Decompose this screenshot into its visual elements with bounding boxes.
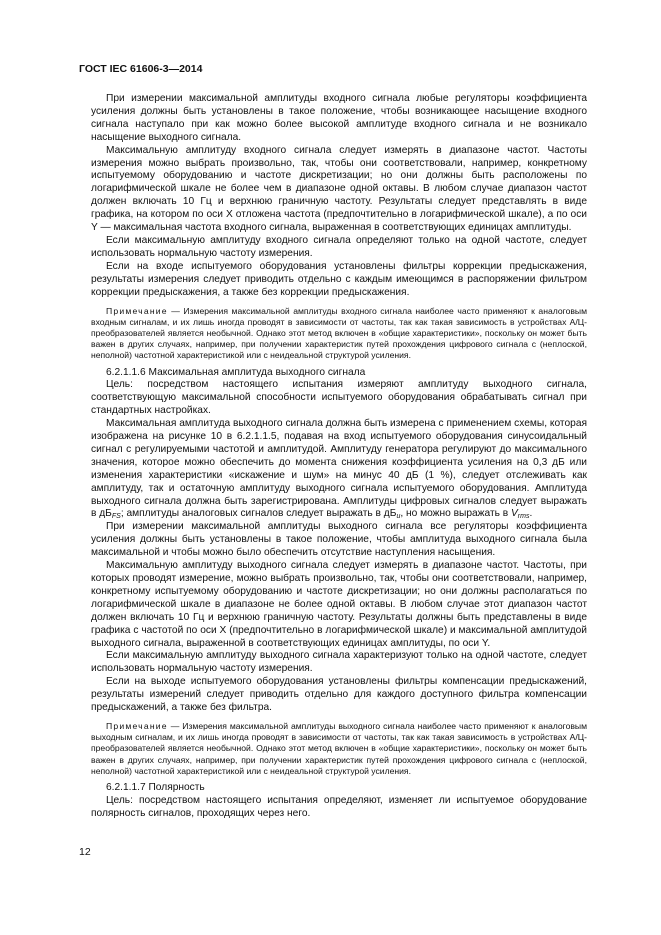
paragraph: При измерении максимальной амплитуды выходного сигнала все регуляторы коэффициента усиления должны быть установлены в такое положение, чтобы амплитуда выходного сигнала была максимальной и чтобы можно было обеспечить отсутствие наступления насыщения. <box>91 521 587 559</box>
note-label: Примечание <box>106 720 168 731</box>
units-text-mid: ; амплитуды аналоговых сигналов следует выражать в дБ <box>120 508 397 520</box>
paragraph: Если максимальную амплитуду входного сигнала определяют только на одной частоте, следует использовать нормальную частоту измерения. <box>91 234 587 259</box>
section-heading: 6.2.1.1.7 Полярность <box>106 782 205 793</box>
paragraph: Если на выходе испытуемого оборудования установлены фильтры компенсации предыскажений, результаты измерений следует приводить отдельно для каждого доступного фильтра компенсации предыскажений, а также без фильтра. <box>91 676 587 714</box>
subscript-fs: FS <box>111 513 121 521</box>
paragraph: Цель: посредством настоящего испытания измеряют амплитуду выходного сигнала, соответствующую максимальной способности испытуемого оборудования обрабатывать сигнал при стандартных настройках. <box>91 379 587 417</box>
note-label: Примечание <box>106 305 168 316</box>
paragraph: Максимальную амплитуду выходного сигнала следует измерять в диапазоне частот. Частоты, при которых проводят измерение, можно выбрать произвольно, так, чтобы они соответствовали, например, конкретному испытуемому оборудованию и частоте дискретизации; но они должны располагаться по логарифмической шкале в диапазоне не более одной октавы. В любом случае этот диапазон частот должен включать 10 Гц и верхнюю граничную частоту. Результаты должны быть представлены в виде графика с частотой по оси X (предпочтительно в логарифмической шкале) и максимальной амплитудой выходного сигнала, выраженной в соответствующих единицах амплитуды, по оси Y. <box>91 560 587 649</box>
note-text: — Измерения максимальной амплитуды входного сигнала наиболее часто применяют к аналоговым входным сигналам, и их лишь иногда проводят в зависимости от частоты, так как такая зависимость в устройствах А/Ц-преобразователей является необычной. Однако этот метод включен в «общие характеристики», поскольку он может быть важен в других случаях, например, при получении характеристик путей прохождения цифрового сигнала с (неплоской, неполной) частотной характеристикой или с неидеальной структурой усиления. <box>91 305 587 361</box>
units-text-mid2: , но можно выражать в <box>400 508 511 520</box>
note-text: — Измерения максимальной амплитуды выходного сигнала наиболее часто применяют к аналоговым выходным сигналам, и их лишь иногда проводят в зависимости от частоты, так как такая зависимость в устройствах А/Ц-преобразователей является необычной. Однако этот метод включен в «общие характеристики», поскольку он может быть важен в других случаях, например, при получении характеристик путей прохождения цифрового сигнала с (неплоской, неполной) частотной характеристикой или с неидеальной структурой усиления. <box>91 720 587 776</box>
paragraph: Если на входе испытуемого оборудования установлены фильтры коррекции предыскажения, результаты измерения следует приводить отдельно с каждым имеющимся в распоряжении фильтром коррекции предыскажения, а также без коррекции предыскажения. <box>91 260 587 298</box>
vrms-v: V <box>511 508 518 520</box>
paragraph: Цель: посредством настоящего испытания определяют, изменяет ли испытуемое оборудование полярность сигналов, проходящих через него. <box>91 794 587 819</box>
paragraph: При измерении максимальной амплитуды входного сигнала любые регуляторы коэффициента усиления должны быть установлены в такое положение, чтобы возникающее насыщение входного сигнала наступало при как можно более высокой амплитуде входного сигнала и не возникало насыщение выходного сигнала. <box>91 93 587 143</box>
paragraph: Если максимальную амплитуду выходного сигнала характеризуют только на одной частоте, следует использовать нормальную частоту измерения. <box>91 650 587 675</box>
units-text-end: . <box>529 508 533 520</box>
subscript-u: u <box>396 513 401 521</box>
paragraph-units <box>91 418 587 521</box>
paragraph: Максимальную амплитуду входного сигнала следует измерять в диапазоне частот. Частоты измерения можно выбрать произвольно, так, чтобы они соответствовали, например, конкретному испытуемому оборудованию и частоте дискретизации; но они должны быть расположены по логарифмической шкале не более чем в диапазоне одной октавы. В любом случае диапазон частот должен включать 10 Гц и верхнюю граничную частоту. Результаты следует представлять в виде графика, на котором по оси X отложена частота (предпочтительно в логарифмической шкале), а по оси Y — максимальная частота входного сигнала, выраженная в соответствующих единицах амплитуды. <box>91 144 587 234</box>
section-heading: 6.2.1.1.6 Максимальная амплитуда выходного сигнала <box>106 366 366 378</box>
note <box>91 306 587 362</box>
page-number: 12 <box>79 846 91 858</box>
subscript-rms: rms <box>517 513 530 521</box>
units-text-main: Максимальная амплитуда выходного сигнала должна быть измерена с применением схемы, которая изображена на рисунке 10 в 6.2.1.1.5, подавая на вход испытуемого оборудования синусоидальный сигнал с регулируемыми частотой и амплитудой. Амплитуду генератора регулируют до максимального значения, которое можно обеспечить до момента снижения коэффициента усиления на 0,3 дБ или изменения характеристики «искажение и шум» на минус 40 дБ (1 %), следует отслеживать как амплитуду, так и остаточную амплитуду выходного сигнала испытуемого оборудования. Амплитуда выходного сигнала должна быть зарегистрирована. Амплитуды цифровых сигналов следует выражать в дБ <box>91 418 587 520</box>
page-header-title: ГОСТ IEC 61606-3—2014 <box>79 63 203 75</box>
document-body <box>91 93 587 821</box>
note <box>91 721 587 777</box>
